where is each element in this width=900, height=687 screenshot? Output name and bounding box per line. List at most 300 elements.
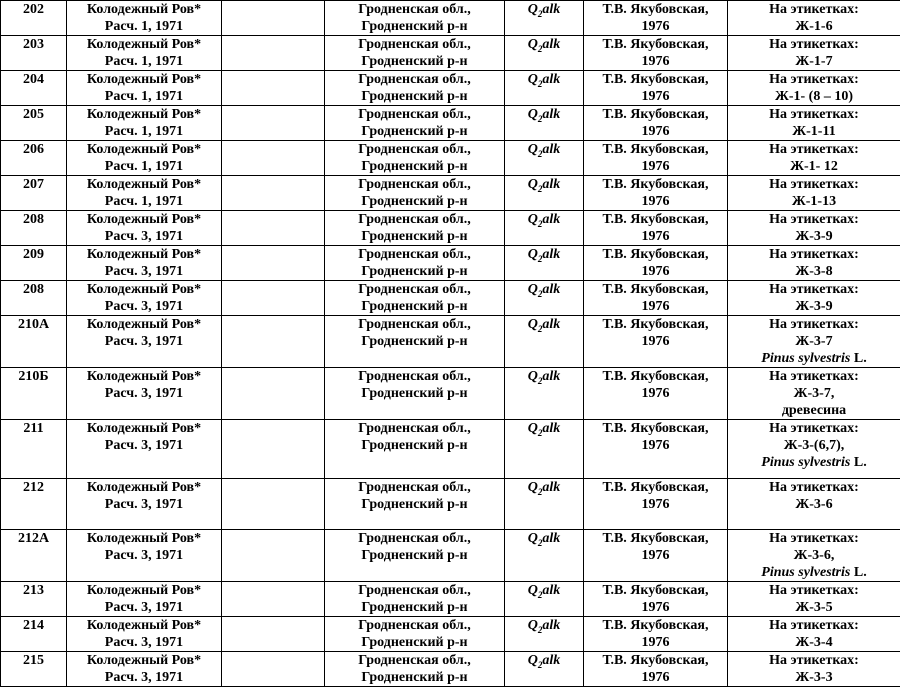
cell-empty [222,479,325,530]
cell-note [728,281,900,316]
note-species: Pinus sylvestris [761,565,850,580]
cell-author [584,316,728,368]
cell-empty [222,71,325,106]
locality-section: Расч. 3, 1971 [70,298,218,315]
cell-note [728,479,900,530]
cell-locality [67,71,222,106]
epoch-symbol: Q [528,369,538,384]
epoch-symbol: Q [528,282,538,297]
table-row [1,530,900,582]
cell-locality [67,281,222,316]
cell-note [728,211,900,246]
cell-locality [67,211,222,246]
cell-author [584,617,728,652]
locality-name: Колодежный Ров* [70,582,218,599]
author-year: 1976 [587,298,724,315]
epoch-symbol: Q [528,247,538,262]
cell-epoch [505,281,584,316]
note-label: Ж-3-7, [731,385,897,402]
epoch-horizon: alk [542,618,560,633]
note-extra [731,402,897,419]
epoch-horizon: alk [542,653,560,668]
region-oblast: Гродненская обл., [328,368,501,385]
cell-number: 210Б [1,368,67,420]
author-year: 1976 [587,53,724,70]
note-heading: На этикетках: [731,281,897,298]
table-row [1,106,900,141]
cell-empty [222,246,325,281]
epoch-horizon: alk [542,480,560,495]
region-district: Гродненский р-н [328,437,501,454]
epoch-horizon: alk [542,421,560,436]
cell-region [325,316,505,368]
note-label: Ж-3-5 [731,599,897,616]
epoch-horizon: alk [542,2,560,17]
note-heading: На этикетках: [731,36,897,53]
locality-name: Колодежный Ров* [70,530,218,547]
note-heading: На этикетках: [731,617,897,634]
author-name: Т.В. Якубовская, [587,106,724,123]
cell-number: 213 [1,582,67,617]
table-row [1,246,900,281]
region-oblast: Гродненская обл., [328,652,501,669]
author-name: Т.В. Якубовская, [587,281,724,298]
region-oblast: Гродненская обл., [328,246,501,263]
locality-name: Колодежный Ров* [70,176,218,193]
epoch-index: 2 [538,428,543,438]
locality-name: Колодежный Ров* [70,36,218,53]
cell-epoch [505,368,584,420]
cell-empty [222,530,325,582]
cell-region [325,617,505,652]
epoch-symbol: Q [528,72,538,87]
region-oblast: Гродненская обл., [328,1,501,18]
note-species: Pinus sylvestris [761,351,850,366]
epoch-index: 2 [538,289,543,299]
epoch-symbol: Q [528,421,538,436]
note-label: Ж-3-4 [731,634,897,651]
author-year: 1976 [587,385,724,402]
cell-author [584,176,728,211]
region-district: Гродненский р-н [328,53,501,70]
cell-empty [222,141,325,176]
author-year: 1976 [587,18,724,35]
author-year: 1976 [587,333,724,350]
cell-locality [67,368,222,420]
cell-epoch [505,106,584,141]
note-author: L. [850,565,866,580]
epoch-index: 2 [538,376,543,386]
author-year: 1976 [587,547,724,564]
cell-empty [222,1,325,36]
epoch-index: 2 [538,625,543,635]
epoch-symbol: Q [528,37,538,52]
locality-section: Расч. 3, 1971 [70,437,218,454]
region-district: Гродненский р-н [328,88,501,105]
table-row [1,652,900,687]
cell-note [728,36,900,71]
region-district: Гродненский р-н [328,123,501,140]
cell-region [325,71,505,106]
author-year: 1976 [587,193,724,210]
cell-author [584,479,728,530]
region-oblast: Гродненская обл., [328,582,501,599]
epoch-symbol: Q [528,618,538,633]
cell-author [584,211,728,246]
epoch-symbol: Q [528,177,538,192]
region-district: Гродненский р-н [328,669,501,686]
locality-name: Колодежный Ров* [70,316,218,333]
epoch-horizon: alk [542,247,560,262]
author-year: 1976 [587,496,724,513]
epoch-symbol: Q [528,142,538,157]
note-label: Ж-1-11 [731,123,897,140]
cell-epoch [505,36,584,71]
cell-number: 212А [1,530,67,582]
locality-name: Колодежный Ров* [70,141,218,158]
epoch-index: 2 [538,79,543,89]
cell-note [728,368,900,420]
region-district: Гродненский р-н [328,263,501,280]
cell-number: 202 [1,1,67,36]
epoch-index: 2 [538,660,543,670]
epoch-index: 2 [538,184,543,194]
table-row [1,176,900,211]
locality-section: Расч. 3, 1971 [70,385,218,402]
region-oblast: Гродненская обл., [328,281,501,298]
locality-section: Расч. 1, 1971 [70,18,218,35]
region-oblast: Гродненская обл., [328,479,501,496]
author-name: Т.В. Якубовская, [587,479,724,496]
region-district: Гродненский р-н [328,158,501,175]
note-author: L. [850,351,866,366]
cell-epoch [505,1,584,36]
cell-note [728,652,900,687]
note-label: Ж-3-7 [731,333,897,350]
region-oblast: Гродненская обл., [328,106,501,123]
cell-locality [67,36,222,71]
cell-author [584,1,728,36]
region-oblast: Гродненская обл., [328,617,501,634]
cell-note [728,617,900,652]
cell-locality [67,479,222,530]
locality-section: Расч. 1, 1971 [70,193,218,210]
epoch-symbol: Q [528,2,538,17]
cell-locality [67,1,222,36]
region-oblast: Гродненская обл., [328,316,501,333]
locality-section: Расч. 3, 1971 [70,263,218,280]
cell-empty [222,420,325,479]
cell-region [325,530,505,582]
table-row [1,141,900,176]
epoch-symbol: Q [528,480,538,495]
cell-note [728,1,900,36]
cell-locality [67,246,222,281]
region-oblast: Гродненская обл., [328,211,501,228]
cell-epoch [505,71,584,106]
cell-region [325,368,505,420]
note-author: L. [850,455,866,470]
epoch-index: 2 [538,9,543,19]
cell-locality [67,652,222,687]
note-heading: На этикетках: [731,246,897,263]
region-district: Гродненский р-н [328,547,501,564]
cell-number: 212 [1,479,67,530]
epoch-horizon: alk [542,177,560,192]
cell-number: 211 [1,420,67,479]
note-label: Ж-1-7 [731,53,897,70]
locality-name: Колодежный Ров* [70,420,218,437]
cell-locality [67,420,222,479]
cell-note [728,106,900,141]
cell-locality [67,316,222,368]
table-row [1,36,900,71]
cell-note [728,71,900,106]
note-heading: На этикетках: [731,530,897,547]
locality-name: Колодежный Ров* [70,106,218,123]
cell-locality [67,106,222,141]
cell-empty [222,36,325,71]
epoch-horizon: alk [542,369,560,384]
cell-region [325,211,505,246]
cell-note [728,420,900,479]
author-name: Т.В. Якубовская, [587,141,724,158]
cell-author [584,36,728,71]
cell-epoch [505,420,584,479]
locality-name: Колодежный Ров* [70,479,218,496]
cell-locality [67,141,222,176]
author-name: Т.В. Якубовская, [587,176,724,193]
cell-empty [222,316,325,368]
cell-author [584,530,728,582]
cell-author [584,368,728,420]
cell-region [325,176,505,211]
cell-note [728,530,900,582]
epoch-horizon: alk [542,317,560,332]
author-name: Т.В. Якубовская, [587,420,724,437]
cell-author [584,246,728,281]
region-district: Гродненский р-н [328,333,501,350]
note-heading: На этикетках: [731,106,897,123]
epoch-horizon: alk [542,282,560,297]
region-oblast: Гродненская обл., [328,176,501,193]
cell-epoch [505,211,584,246]
note-extra [731,564,897,581]
locality-section: Расч. 3, 1971 [70,228,218,245]
author-name: Т.В. Якубовская, [587,1,724,18]
locality-section: Расч. 3, 1971 [70,669,218,686]
author-name: Т.В. Якубовская, [587,71,724,88]
cell-author [584,71,728,106]
note-extra [731,454,897,471]
note-heading: На этикетках: [731,316,897,333]
epoch-symbol: Q [528,317,538,332]
note-label: Ж-1- 12 [731,158,897,175]
cell-empty [222,617,325,652]
cell-empty [222,211,325,246]
epoch-symbol: Q [528,107,538,122]
table-row [1,420,900,479]
region-oblast: Гродненская обл., [328,420,501,437]
locality-section: Расч. 3, 1971 [70,599,218,616]
epoch-index: 2 [538,219,543,229]
cell-empty [222,106,325,141]
cell-epoch [505,582,584,617]
region-district: Гродненский р-н [328,228,501,245]
cell-number: 214 [1,617,67,652]
note-heading: На этикетках: [731,652,897,669]
cell-locality [67,176,222,211]
locality-section: Расч. 3, 1971 [70,634,218,651]
table-row [1,71,900,106]
table-row [1,368,900,420]
note-label: Ж-3-6, [731,547,897,564]
epoch-index: 2 [538,114,543,124]
author-name: Т.В. Якубовская, [587,652,724,669]
locality-section: Расч. 1, 1971 [70,88,218,105]
locality-name: Колодежный Ров* [70,617,218,634]
author-name: Т.В. Якубовская, [587,246,724,263]
cell-locality [67,530,222,582]
locality-section: Расч. 1, 1971 [70,53,218,70]
cell-region [325,420,505,479]
cell-empty [222,281,325,316]
table-row [1,316,900,368]
cell-author [584,420,728,479]
epoch-index: 2 [538,44,543,54]
cell-number: 205 [1,106,67,141]
table-row [1,1,900,36]
region-oblast: Гродненская обл., [328,530,501,547]
note-heading: На этикетках: [731,479,897,496]
cell-region [325,582,505,617]
note-label: Ж-3-9 [731,298,897,315]
note-label: Ж-1- (8 – 10) [731,88,897,105]
cell-author [584,281,728,316]
author-name: Т.В. Якубовская, [587,211,724,228]
locality-name: Колодежный Ров* [70,652,218,669]
epoch-index: 2 [538,487,543,497]
cell-epoch [505,652,584,687]
cell-region [325,106,505,141]
cell-note [728,176,900,211]
locality-section: Расч. 1, 1971 [70,123,218,140]
epoch-symbol: Q [528,212,538,227]
epoch-symbol: Q [528,583,538,598]
note-heading: На этикетках: [731,71,897,88]
epoch-horizon: alk [542,37,560,52]
locality-section: Расч. 1, 1971 [70,158,218,175]
region-oblast: Гродненская обл., [328,36,501,53]
cell-empty [222,652,325,687]
note-heading: На этикетках: [731,176,897,193]
note-label: Ж-3-(6,7), [731,437,897,454]
epoch-index: 2 [538,324,543,334]
note-label: Ж-3-3 [731,669,897,686]
epoch-symbol: Q [528,531,538,546]
cell-author [584,652,728,687]
region-district: Гродненский р-н [328,496,501,513]
region-oblast: Гродненская обл., [328,141,501,158]
cell-number: 210А [1,316,67,368]
region-district: Гродненский р-н [328,193,501,210]
author-name: Т.В. Якубовская, [587,582,724,599]
cell-region [325,1,505,36]
cell-number: 209 [1,246,67,281]
author-year: 1976 [587,669,724,686]
cell-epoch [505,176,584,211]
note-heading: На этикетках: [731,1,897,18]
cell-epoch [505,530,584,582]
note-label: Ж-3-6 [731,496,897,513]
cell-epoch [505,246,584,281]
epoch-horizon: alk [542,212,560,227]
table-body [1,1,900,687]
epoch-index: 2 [538,590,543,600]
cell-number: 206 [1,141,67,176]
cell-number: 215 [1,652,67,687]
cell-author [584,141,728,176]
locality-section: Расч. 3, 1971 [70,547,218,564]
author-name: Т.В. Якубовская, [587,368,724,385]
cell-author [584,582,728,617]
note-heading: На этикетках: [731,368,897,385]
cell-epoch [505,617,584,652]
locality-name: Колодежный Ров* [70,246,218,263]
author-year: 1976 [587,634,724,651]
locality-name: Колодежный Ров* [70,1,218,18]
cell-region [325,141,505,176]
cell-number: 203 [1,36,67,71]
table-row [1,479,900,530]
epoch-horizon: alk [542,531,560,546]
cell-empty [222,368,325,420]
cell-region [325,479,505,530]
note-label: Ж-1-13 [731,193,897,210]
locality-name: Колодежный Ров* [70,211,218,228]
region-district: Гродненский р-н [328,18,501,35]
cell-author [584,106,728,141]
epoch-symbol: Q [528,653,538,668]
cell-number: 204 [1,71,67,106]
note-label: Ж-3-8 [731,263,897,280]
author-year: 1976 [587,599,724,616]
author-year: 1976 [587,263,724,280]
note-species: древесина [782,403,846,418]
cell-locality [67,617,222,652]
region-district: Гродненский р-н [328,634,501,651]
author-year: 1976 [587,123,724,140]
cell-empty [222,176,325,211]
note-extra [731,350,897,367]
epoch-horizon: alk [542,583,560,598]
epoch-horizon: alk [542,142,560,157]
region-district: Гродненский р-н [328,298,501,315]
locality-section: Расч. 3, 1971 [70,333,218,350]
epoch-index: 2 [538,538,543,548]
epoch-horizon: alk [542,107,560,122]
epoch-index: 2 [538,254,543,264]
cell-region [325,36,505,71]
locality-name: Колодежный Ров* [70,71,218,88]
region-oblast: Гродненская обл., [328,71,501,88]
note-heading: На этикетках: [731,141,897,158]
cell-region [325,652,505,687]
table-row [1,211,900,246]
region-district: Гродненский р-н [328,385,501,402]
note-species: Pinus sylvestris [761,455,850,470]
author-name: Т.В. Якубовская, [587,316,724,333]
